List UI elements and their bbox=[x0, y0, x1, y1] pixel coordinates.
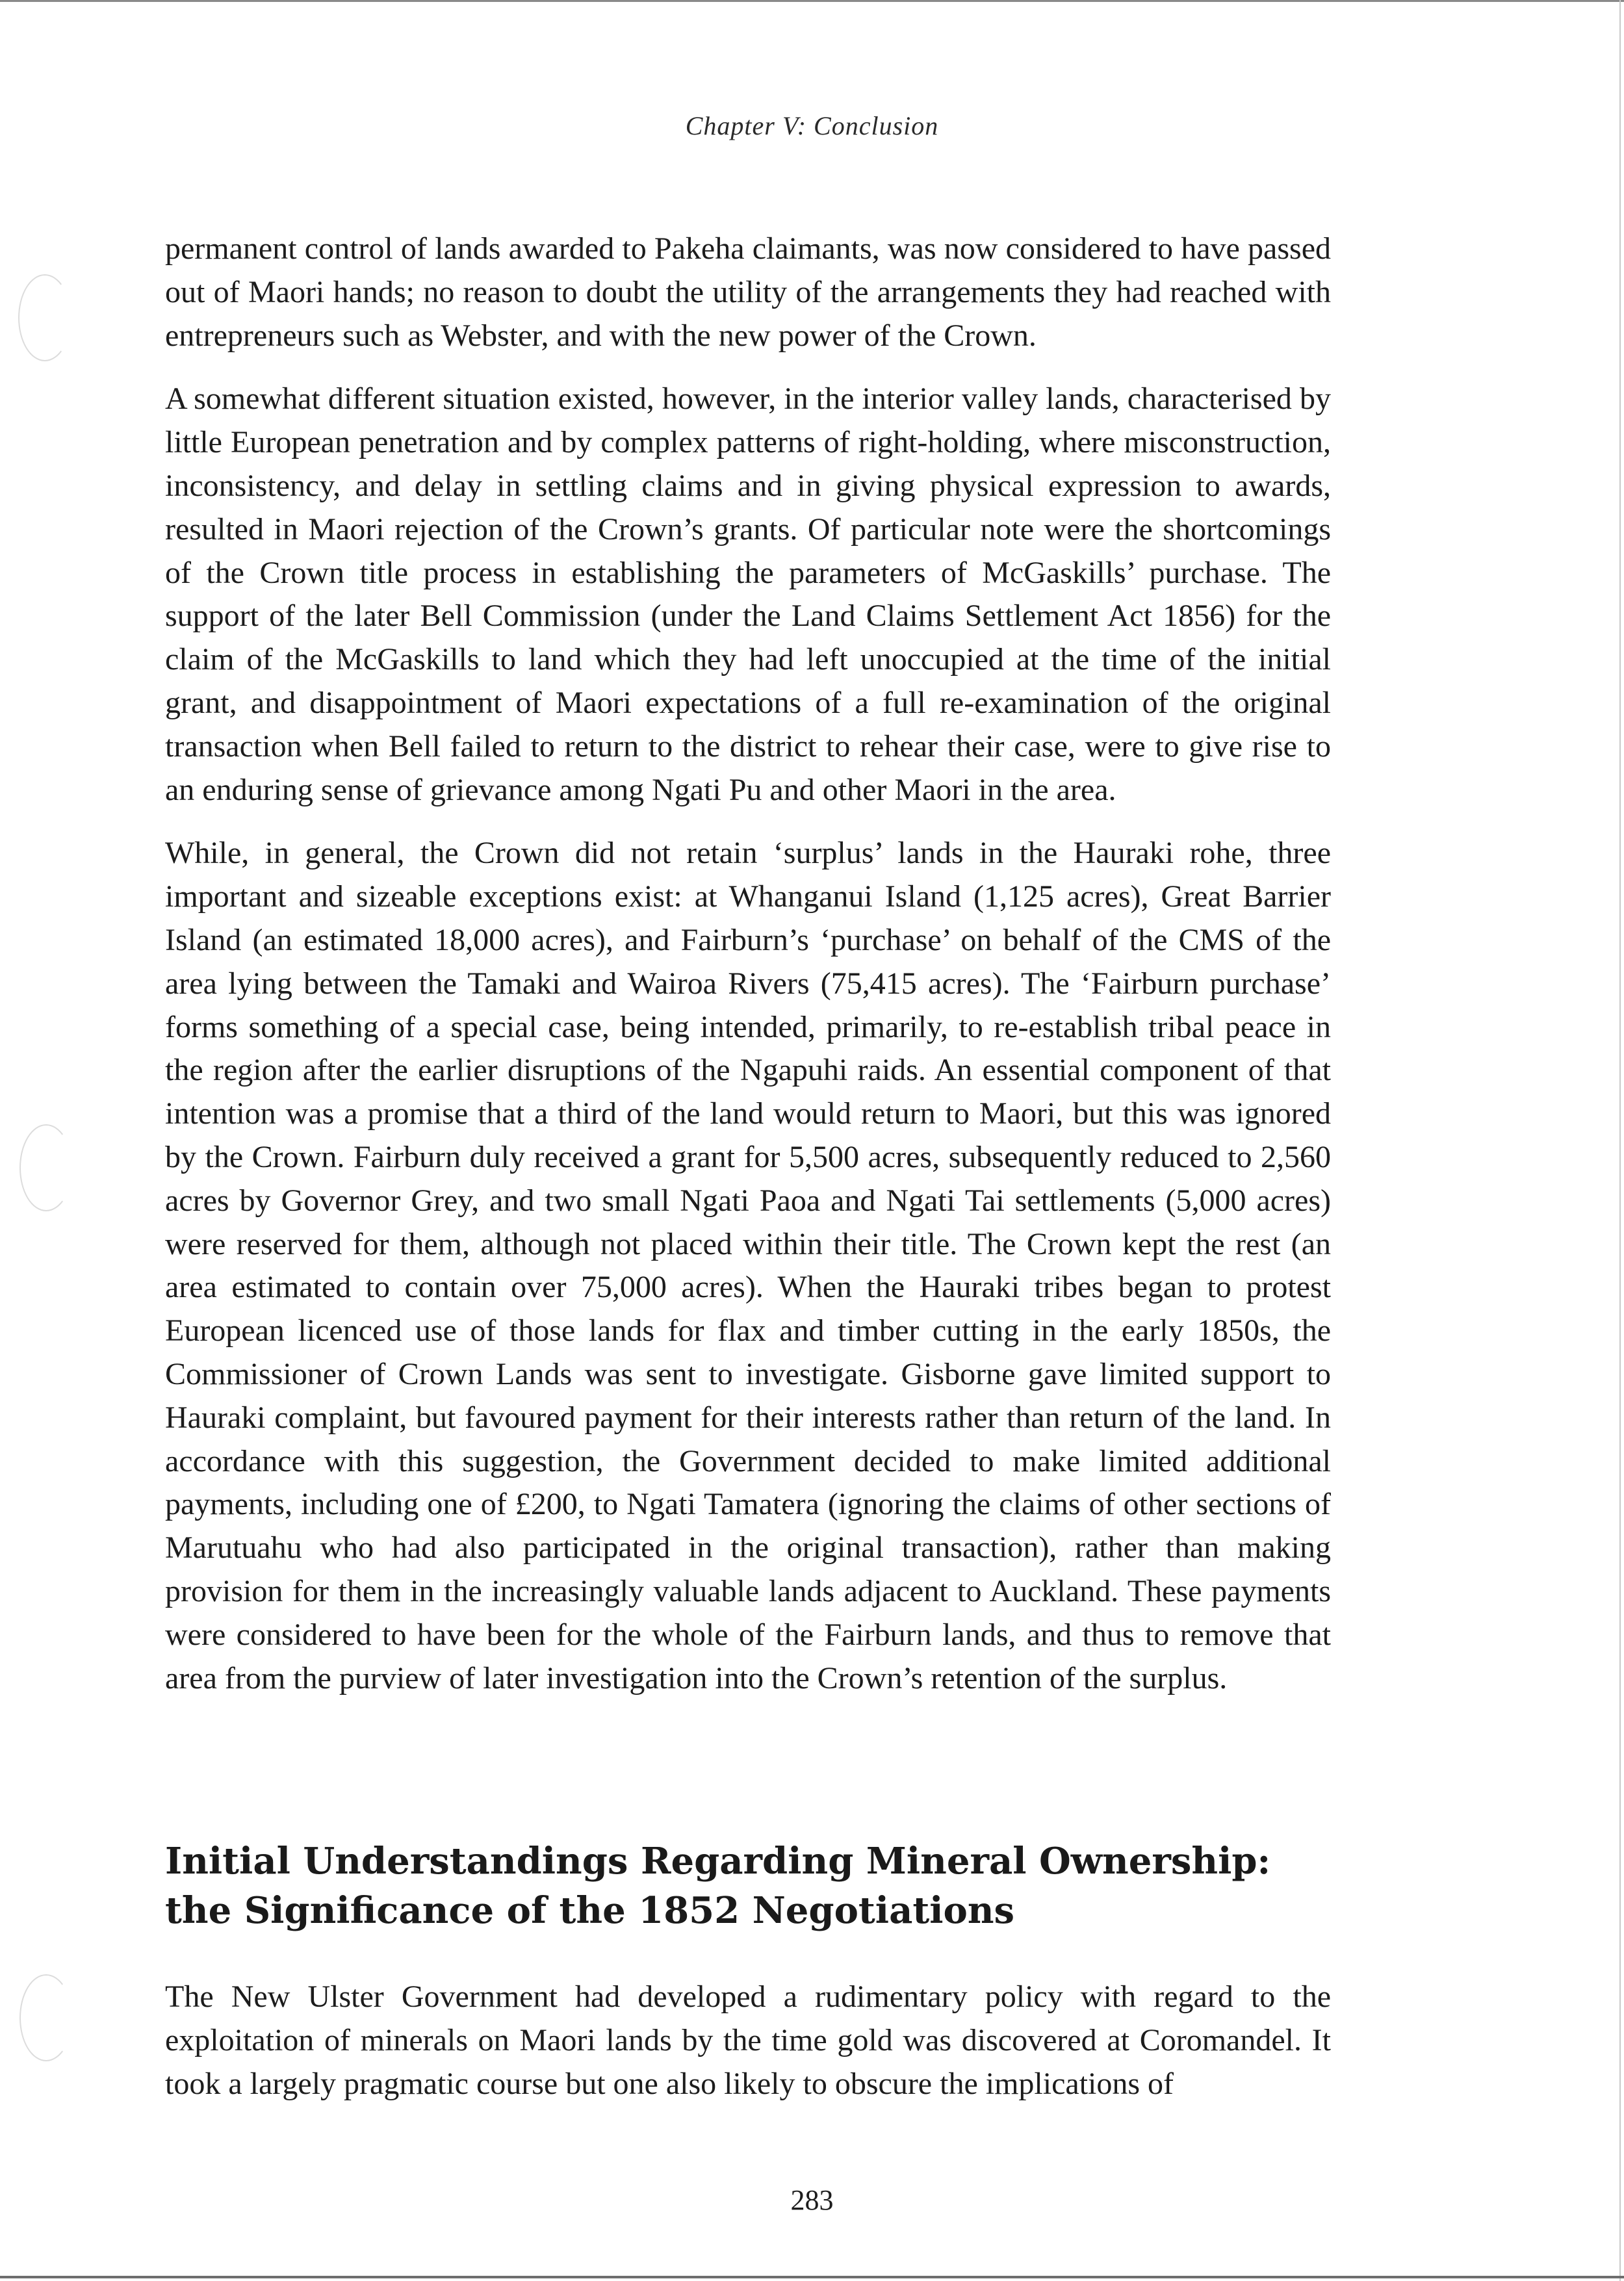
scan-bottom-edge bbox=[0, 2276, 1624, 2278]
paragraph: The New Ulster Government had developed a rudimentary policy with regard to the exploitation of minerals on Maori lands by the time gold was discovered at Coromandel. It took a largely pragmatic course but one also likely to obscure the implications of bbox=[165, 1979, 1331, 2101]
scan-right-edge bbox=[1619, 0, 1621, 2281]
running-head: Chapter V: Conclusion bbox=[685, 111, 939, 140]
paragraph: A somewhat different situation existed, however, in the interior valley lands, characterised by little European penetration and by complex patterns of right-holding, where misconstruction, inconsistency, and delay in settling claims and in giving physical expression to awards, resulted in Maori rejection of the Crown’s grants. Of particular note were the shortcomings of the Crown title process in establishing the parameters of McGaskills’ purchase. The support of the later Bell Commission (under the Land Claims Settlement Act 1856) for the claim of the McGaskills to land which they had left unoccupied at the time of the initial grant, and disappointment of Maori expectations of a full re-examination of the original transaction when Bell failed to return to the district to rehear their case, were to give rise to an enduring sense of grievance among Ngati Pu and other Maori in the area. bbox=[165, 381, 1331, 807]
scan-top-edge bbox=[0, 0, 1624, 2]
paragraph: permanent control of lands awarded to Pakeha claimants, was now considered to have passed out of Maori hands; no reason to doubt the utility of the arrangements they had reached with entrepreneurs such as Webster, and with the new power of the Crown. bbox=[165, 231, 1331, 353]
section-heading-line: the Significance of the 1852 Negotiations bbox=[165, 1889, 1015, 1932]
punch-hole-mark bbox=[18, 274, 71, 361]
section-heading bbox=[165, 1836, 1335, 1935]
page-number: 283 bbox=[790, 2184, 834, 2216]
punch-hole-mark bbox=[19, 1124, 73, 1211]
section-body bbox=[165, 1976, 1331, 2126]
section-heading-line: Initial Understandings Regarding Mineral Ownership: bbox=[165, 1840, 1271, 1883]
body-text bbox=[165, 227, 1331, 1720]
paragraph: While, in general, the Crown did not retain ‘surplus’ lands in the Hauraki rohe, three important and sizeable exceptions exist: at Whanganui Island (1,125 acres), Great Barrier Island (an estimated 18,000 acres), and Fairburn’s ‘purchase’ on behalf of the CMS of the area lying between the Tamaki and Wairoa Rivers (75,415 acres). The ‘Fairburn purchase’ forms something of a special case, being intended, primarily, to re-establish tribal peace in the region after the earlier disruptions of the Ngapuhi raids. An essential component of that intention was a promise that a third of the land would return to Maori, but this was ignored by the Crown. Fairburn duly received a grant for 5,500 acres, subsequently reduced to 2,560 acres by Governor Grey, and two small Ngati Paoa and Ngati Tai settlements (5,000 acres) were reserved for them, although not placed within their title. The Crown kept the rest (an area estimated to contain over 75,000 acres). When the Hauraki tribes began to protest European licenced use of those lands for flax and timber cutting in the early 1850s, the Commissioner of Crown Lands was sent to investigate. Gisborne gave limited support to Hauraki complaint, but favoured payment for their interests rather than return of the land. In accordance with this suggestion, the Government decided to make limited additional payments, including one of £200, to Ngati Tamatera (ignoring the claims of other sections of Marutuahu who had also participated in the original transaction), rather than making provision for them in the increasingly valuable lands adjacent to Auckland. These payments were considered to have been for the whole of the Fairburn lands, and thus to remove that area from the purview of later investigation into the Crown’s retention of the surplus. bbox=[165, 836, 1331, 1695]
punch-hole-mark bbox=[19, 1974, 73, 2061]
